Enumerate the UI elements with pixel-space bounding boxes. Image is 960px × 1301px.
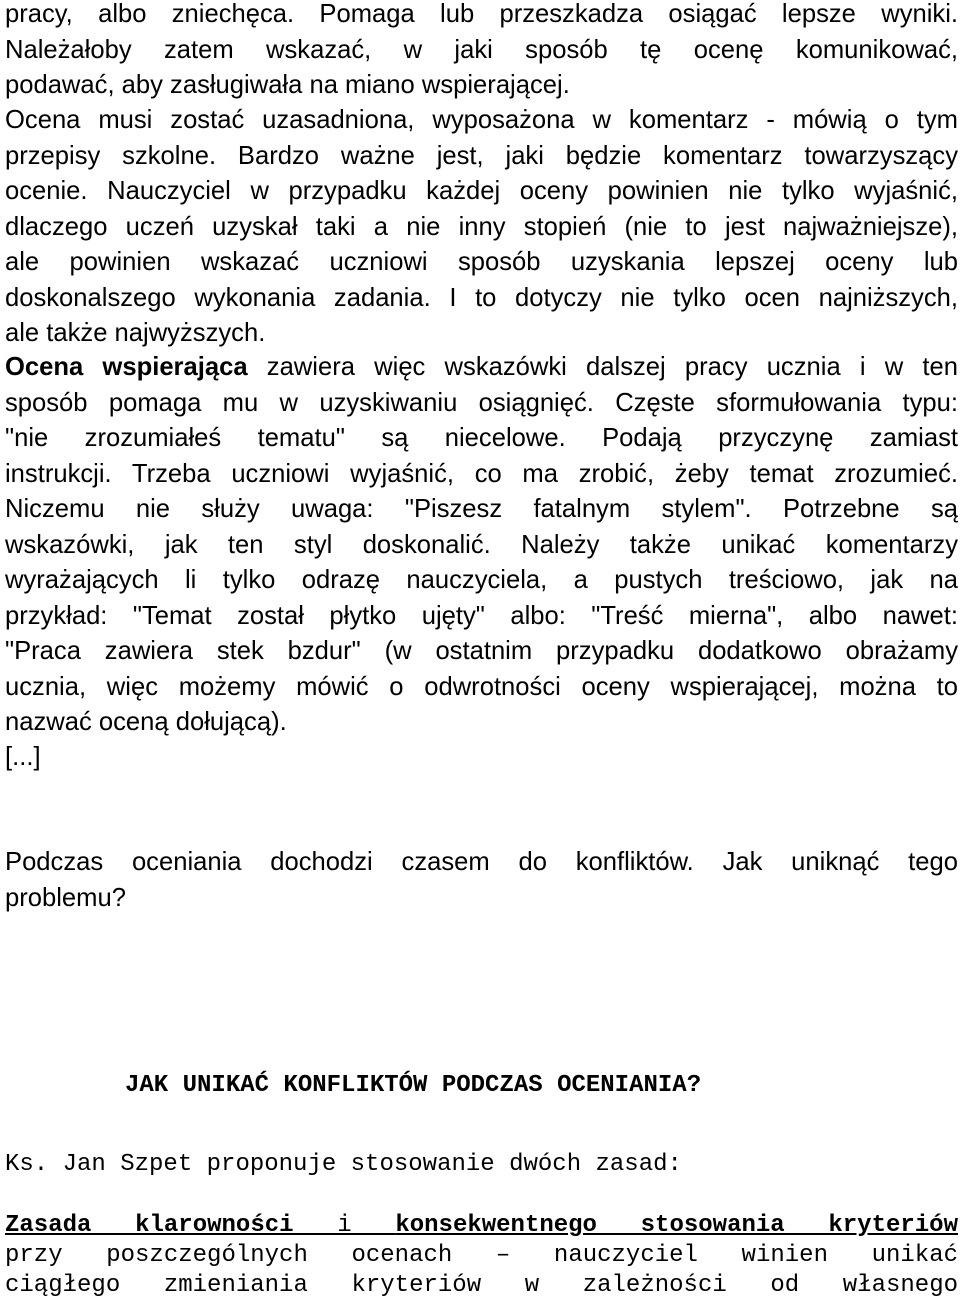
rule-title-part2: konsekwentnego stosowania kryteriów: [395, 1212, 958, 1239]
text-line: Należałoby zatem wskazać, w jaki sposób tę ocenę komunikować,: [5, 35, 958, 64]
text-line: przepisy szkolne. Bardzo ważne jest, jaki będzie komentarz towarzyszący: [5, 141, 958, 170]
paragraph-1: [5, 0, 958, 104]
text-line: ocenie. Nauczyciel w przypadku każdej oceny powinien nie tylko wyjaśnić,: [5, 177, 958, 205]
text-line: ciągłego zmieniania kryteriów w zależności od własnego: [5, 1272, 958, 1299]
text-line: nazwać oceną dołującą).: [5, 708, 287, 736]
text-line: podawać, aby zasługiwała na miano wspierającej.: [5, 71, 570, 99]
text-line: sposób pomaga mu w uzyskiwaniu osiągnięć. Częste sformułowania typu:: [5, 388, 958, 417]
section-heading: JAK UNIKAĆ KONFLIKTÓW PODCZAS OCENIANIA?: [125, 1072, 702, 1099]
paragraph-3: [5, 350, 958, 741]
text-line: przykład: "Temat został płytko ujęty" albo: "Treść mierna", albo nawet:: [5, 601, 958, 630]
intro-line: Ks. Jan Szpet proponuje stosowanie dwóch zasad:: [5, 1151, 682, 1178]
text-line: wyrażających li tylko odrazę nauczyciela, a pustych treściowo, jak na: [5, 566, 958, 594]
text-line: pracy, albo zniechęca. Pomaga lub przeszkadza osiągać lepsze wyniki.: [5, 0, 958, 28]
text-line: doskonalszego wykonania zadania. I to dotyczy nie tylko ocen najniższych,: [5, 283, 958, 312]
ellipsis: [...]: [5, 743, 41, 771]
question-paragraph: [5, 845, 958, 916]
text-line: "nie zrozumiałeś tematu" są niecelowe. Podają przyczynę zamiast: [5, 424, 958, 452]
text-run: zawiera więc wskazówki dalszej pracy ucznia i w ten: [247, 353, 959, 381]
rule-title-part1: Zasada klarowności: [5, 1212, 294, 1239]
text-line: Podczas oceniania dochodzi czasem do konfliktów. Jak uniknąć tego: [5, 848, 958, 876]
rule-paragraph: [5, 1211, 958, 1301]
text-line: Niczemu nie służy uwaga: "Piszesz fatalnym stylem". Potrzebne są: [5, 495, 958, 523]
text-line: [5, 350, 958, 386]
text-line: wskazówki, jak ten styl doskonalić. Należy także unikać komentarzy: [5, 530, 958, 559]
text-line: dlaczego uczeń uzyskał taki a nie inny stopień (nie to jest najważniejsze),: [5, 212, 958, 241]
text-line: Ocena musi zostać uzasadniona, wyposażona w komentarz - mówią o tym: [5, 106, 958, 134]
text-line: instrukcji. Trzeba uczniowi wyjaśnić, co ma zrobić, żeby temat zrozumieć.: [5, 459, 958, 488]
text-line: "Praca zawiera stek bzdur" (w ostatnim przypadku dodatkowo obrażamy: [5, 637, 958, 665]
text-line: problemu?: [5, 883, 126, 912]
text-line: ale powinien wskazać uczniowi sposób uzyskania lepszej oceny lub: [5, 248, 958, 276]
text-line: ucznia, więc możemy mówić o odwrotności oceny wspierającej, można to: [5, 672, 958, 701]
rule-title-line: [5, 1211, 958, 1241]
bold-term: Ocena wspierająca: [5, 353, 248, 381]
text-line: ale także najwyższych.: [5, 319, 266, 347]
text-line: przy poszczególnych ocenach – nauczyciel winien unikać: [5, 1242, 958, 1269]
paragraph-2: [5, 103, 958, 352]
rule-connector: i: [293, 1212, 396, 1239]
